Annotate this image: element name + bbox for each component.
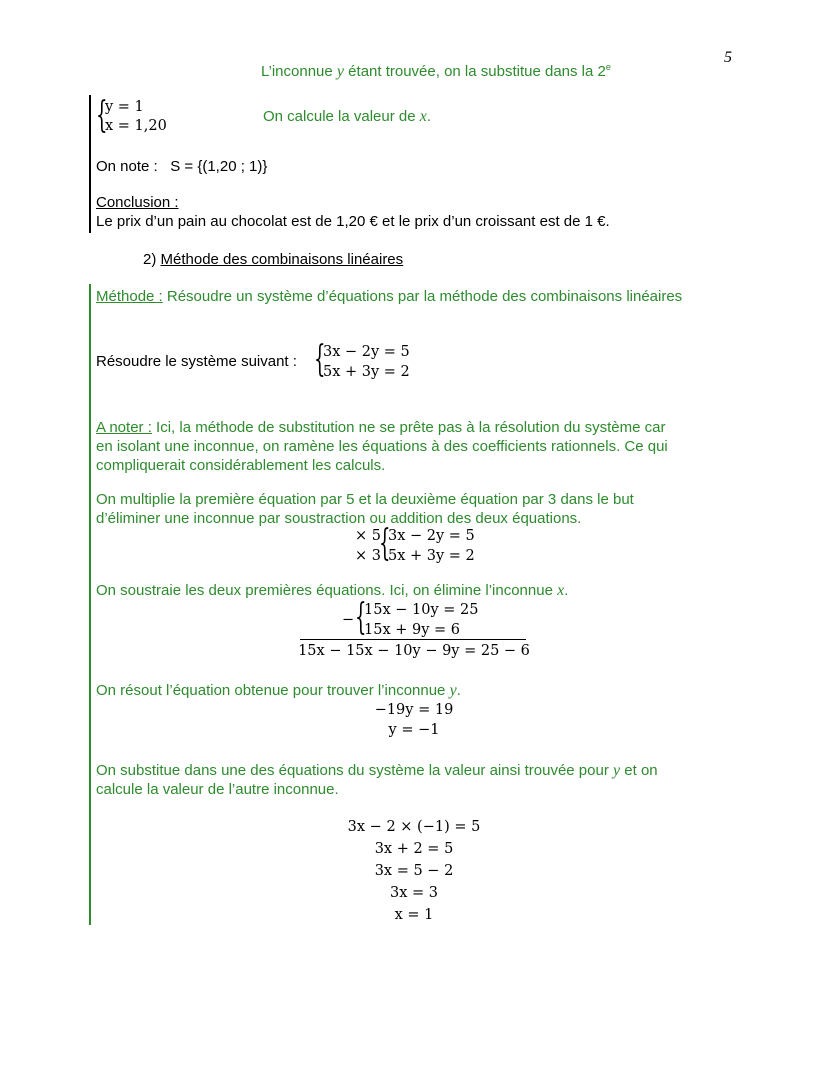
given-eq-1: 3x − 2y = 5 — [323, 344, 410, 360]
example-margin-bar — [89, 95, 91, 233]
top-note-text: L’inconnue — [261, 63, 337, 80]
on-note — [96, 158, 267, 175]
section-title: Méthode des combinaisons linéaires — [160, 251, 404, 268]
top-note-text-after: étant trouvée, on la substitue dans la 2 — [344, 63, 606, 80]
top-note-sup: e — [605, 62, 611, 72]
given-eq-2: 5x + 3y = 2 — [323, 364, 410, 380]
system-brace: { — [355, 597, 367, 638]
solve-y-end: . — [456, 682, 461, 699]
step-5: x = 1 — [394, 907, 434, 923]
system-brace: { — [96, 95, 108, 136]
solution-system — [96, 95, 186, 138]
calc-x-var: x — [419, 108, 427, 125]
method-line — [96, 288, 682, 305]
factor-1: × 5 — [355, 528, 381, 544]
on-note-value: S = {(1,20 ; 1)} — [170, 158, 268, 175]
factor-2: × 3 — [355, 548, 381, 564]
conclusion-title: Conclusion : — [96, 194, 179, 211]
note-line-1: Ici, la méthode de substitution ne se prête pas à la résolution du système car — [151, 419, 666, 436]
top-note-var: y — [336, 63, 345, 80]
subtract-text — [96, 582, 568, 600]
calc-x-end: . — [426, 108, 432, 125]
page-number: 5 — [724, 49, 732, 66]
subtract-eq-2: 15x + 9y = 6 — [364, 622, 461, 638]
solve-y-var: y — [449, 682, 457, 699]
step-1: 3x − 2 × (−1) = 5 — [347, 819, 481, 835]
multiply-line-1: On multiplie la première équation par 5 et la deuxième équation par 3 dans le but — [96, 491, 634, 508]
given-system — [314, 339, 424, 382]
subtraction-line — [300, 639, 526, 640]
subtraction-system — [342, 597, 502, 640]
substitute-line-2: calcule la valeur de l’autre inconnue. — [96, 781, 339, 798]
step-4: 3x = 3 — [390, 885, 438, 901]
solve-y-text — [96, 682, 461, 700]
note-line-2: en isolant une inconnue, on ramène les équations à des coefficients rationnels. Ce qui — [96, 438, 668, 455]
subtract-end: . — [564, 582, 569, 599]
multiplied-system — [355, 523, 495, 566]
substitution-steps — [0, 816, 828, 926]
multiplied-eq-2: 5x + 3y = 2 — [388, 548, 475, 564]
on-note-label: On note : — [96, 158, 158, 175]
subtract-label: On soustraie les deux premières équations. Ici, on élimine l’inconnue — [96, 582, 558, 599]
multiply-line-2: d’éliminer une inconnue par soustraction ou addition des deux équations. — [96, 510, 582, 527]
calc-x-label: On calcule la valeur de — [263, 108, 420, 125]
solve-system-text: Résoudre le système suivant : — [96, 353, 297, 370]
substitute-line-1: On substitue dans une des équations du système la valeur ainsi trouvée pour — [96, 762, 613, 779]
substitute-text — [96, 761, 658, 799]
substitute-var: y — [612, 762, 621, 779]
minus-sign: − — [342, 612, 355, 628]
section-number: 2) — [143, 251, 157, 268]
calc-x-text — [263, 108, 431, 126]
section-2-heading — [143, 251, 403, 268]
solve-y-label: On résout l’équation obtenue pour trouver l’inconnue — [96, 682, 450, 699]
subtract-result: 15x − 15x − 10y − 9y = 25 − 6 — [298, 643, 530, 659]
note-line-3: compliquerait considérablement les calculs. — [96, 457, 386, 474]
subtract-var: x — [557, 582, 565, 599]
step-2: 3x + 2 = 5 — [374, 841, 454, 857]
method-text: Résoudre un système d’équations par la méthode des combinaisons linéaires — [162, 288, 683, 305]
substitute-line-1-end: et on — [620, 762, 658, 779]
subtract-eq-1: 15x − 10y = 25 — [364, 602, 479, 618]
note-label: A noter : — [96, 419, 152, 436]
multiply-text — [96, 490, 634, 528]
system-line-y: y = 1 — [105, 99, 144, 115]
conclusion-text: Le prix d’un pain au chocolat est de 1,20 € et le prix d’un croissant est de 1 €. — [96, 213, 610, 230]
system-brace: { — [379, 523, 391, 564]
solve-y-eq-1: −19y = 19 — [374, 702, 454, 718]
note-block — [96, 418, 668, 475]
step-3: 3x = 5 − 2 — [374, 863, 454, 879]
system-line-x: x = 1,20 — [105, 118, 167, 134]
system-brace: { — [314, 339, 326, 380]
method-label: Méthode : — [96, 288, 163, 305]
multiplied-eq-1: 3x − 2y = 5 — [388, 528, 475, 544]
solve-y-eq-2: y = −1 — [388, 722, 440, 738]
top-note — [261, 62, 611, 81]
